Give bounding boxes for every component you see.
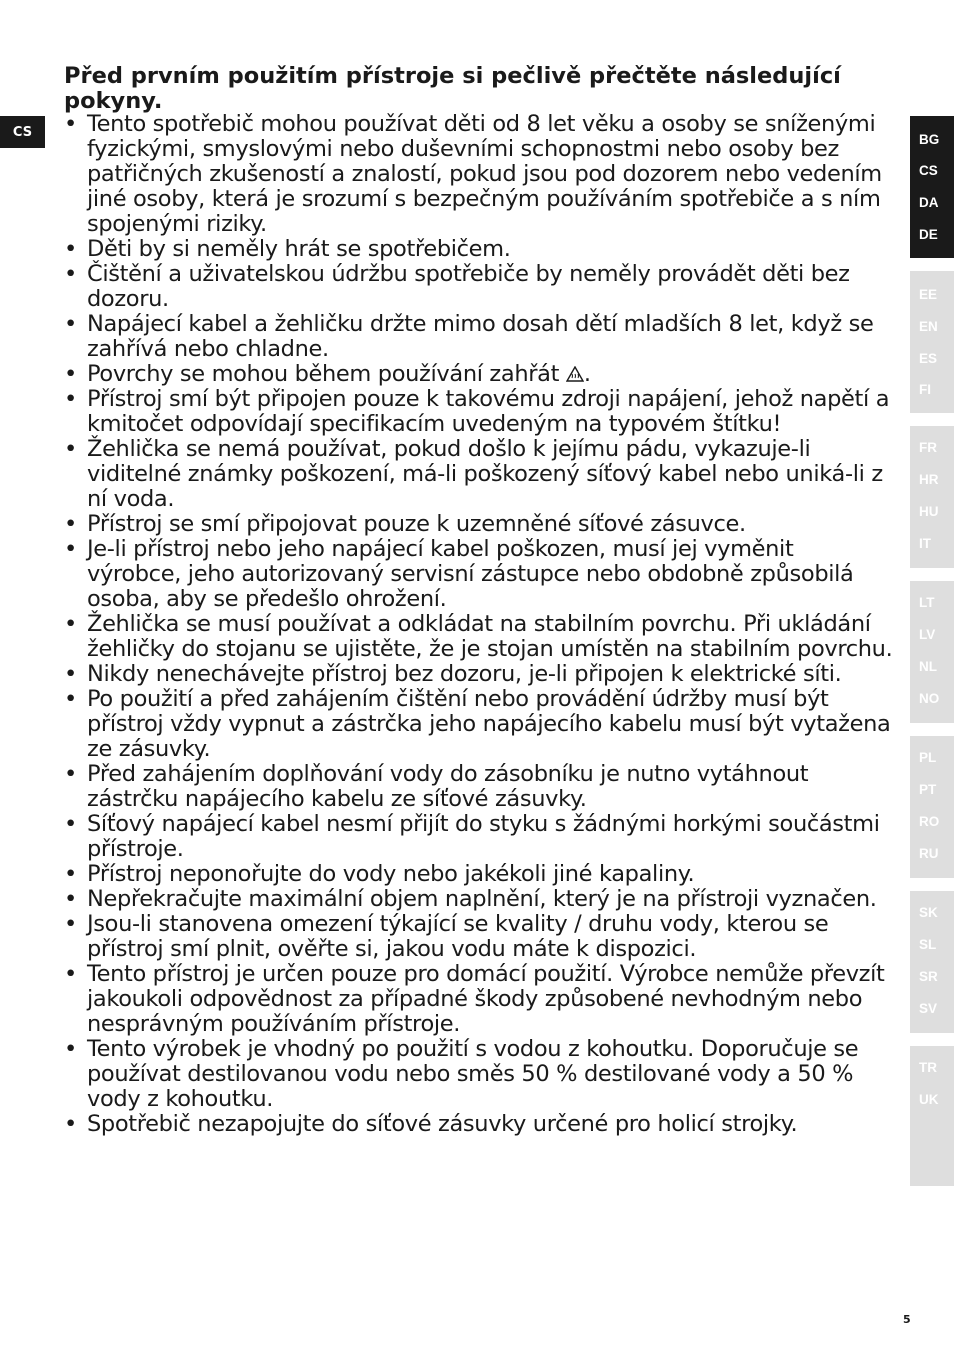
list-item bbox=[64, 262, 894, 312]
list-item bbox=[64, 312, 894, 362]
list-item bbox=[64, 237, 894, 262]
list-item bbox=[64, 612, 894, 662]
language-code-sr[interactable]: SR bbox=[919, 969, 938, 984]
bullet: • bbox=[64, 361, 77, 387]
language-code-nl[interactable]: NL bbox=[919, 659, 937, 674]
bullet: • bbox=[64, 236, 77, 262]
current-language-badge: CS bbox=[0, 116, 45, 148]
bullet: • bbox=[64, 111, 77, 137]
bullet: • bbox=[64, 861, 77, 887]
list-item bbox=[64, 512, 894, 537]
list-item bbox=[64, 1037, 894, 1112]
language-group-1 bbox=[910, 116, 954, 258]
item-text: Děti by si neměly hrát se spotřebičem. bbox=[87, 236, 511, 262]
list-item bbox=[64, 1112, 894, 1137]
item-text: Nikdy nenechávejte přístroj bez dozoru, je-li připojen k elektrické síti. bbox=[87, 661, 842, 687]
item-text: Spotřebič nezapojujte do síťové zásuvky určené pro holicí strojky. bbox=[87, 1111, 798, 1137]
language-code-fi[interactable]: FI bbox=[919, 382, 931, 397]
item-text: Žehlička se nemá používat, pokud došlo k jejímu pádu, vykazuje-li viditelné známky poškození, má-li poškozený síťový kabel nebo uniká-li z ní voda. bbox=[87, 436, 883, 512]
list-item bbox=[64, 387, 894, 437]
language-code-cs[interactable]: CS bbox=[919, 163, 938, 178]
bullet: • bbox=[64, 611, 77, 637]
bullet: • bbox=[64, 1111, 77, 1137]
safety-instructions-list bbox=[64, 112, 894, 1137]
language-code-en[interactable]: EN bbox=[919, 319, 938, 334]
bullet: • bbox=[64, 811, 77, 837]
bullet: • bbox=[64, 661, 77, 687]
item-text: Je-li přístroj nebo jeho napájecí kabel poškozen, musí jej vyměnit výrobce, jeho autorizovaný servisní zástupce nebo obdobně způsobilá osoba, aby se předešlo ohrožení. bbox=[87, 536, 854, 612]
item-text: Tento výrobek je vhodný po použití s vodou z kohoutku. Doporučuje se používat destilovanou vodu nebo směs 50 % destilované vody a 50 % vody z kohoutku. bbox=[87, 1036, 859, 1112]
language-code-sv[interactable]: SV bbox=[919, 1001, 938, 1016]
item-text: Přístroj neponořujte do vody nebo jakékoli jiné kapaliny. bbox=[87, 861, 695, 887]
language-group-5 bbox=[910, 736, 954, 878]
language-code-lv[interactable]: LV bbox=[919, 627, 936, 642]
language-code-fr[interactable]: FR bbox=[919, 440, 937, 455]
bullet: • bbox=[64, 886, 77, 912]
list-item bbox=[64, 537, 894, 612]
list-item bbox=[64, 887, 894, 912]
language-code-pl[interactable]: PL bbox=[919, 750, 937, 765]
bullet: • bbox=[64, 261, 77, 287]
language-code-pt[interactable]: PT bbox=[919, 782, 937, 797]
item-text: Tento spotřebič mohou používat děti od 8 let věku a osoby se sníženými fyzickými, smyslovými nebo duševními schopnostmi nebo osoby bez patřičných zkušeností a znalostí, pokud jsou pod dozorem nebo vedením jiné osoby, která je srozumí s bezpečným používáním spotřebiče a s ním spojenými riziky. bbox=[87, 111, 882, 237]
bullet: • bbox=[64, 686, 77, 712]
item-text: Napájecí kabel a žehličku držte mimo dosah dětí mladších 8 let, když se zahřívá nebo chladne. bbox=[87, 311, 874, 362]
language-code-it[interactable]: IT bbox=[919, 536, 931, 551]
item-text: Po použití a před zahájením čištění nebo provádění údržby musí být přístroj vždy vypnut a zástrčka jeho napájecího kabelu musí být vytažena ze zásuvky. bbox=[87, 686, 891, 762]
bullet: • bbox=[64, 536, 77, 562]
bullet: • bbox=[64, 961, 77, 987]
list-item bbox=[64, 862, 894, 887]
instructions-heading: Před prvním použitím přístroje si pečlivě přečtěte následující pokyny. bbox=[64, 63, 841, 114]
list-item bbox=[64, 437, 894, 512]
item-text: Tento přístroj je určen pouze pro domácí použití. Výrobce nemůže převzít jakoukoli odpovědnost za případné škody způsobené nevhodným nebo nesprávným používáním přístroje. bbox=[87, 961, 885, 1037]
bullet: • bbox=[64, 911, 77, 937]
language-code-hr[interactable]: HR bbox=[919, 472, 939, 487]
item-text: Povrchy se mohou během používání zahřát bbox=[87, 361, 560, 387]
language-code-da[interactable]: DA bbox=[919, 195, 939, 210]
language-group-4 bbox=[910, 581, 954, 723]
language-group-3 bbox=[910, 426, 954, 568]
item-text: Žehlička se musí používat a odkládat na stabilním povrchu. Při ukládání žehličky do stojanu se ujistěte, že je stojan umístěn na stabilním povrchu. bbox=[87, 611, 893, 662]
language-group-7 bbox=[910, 1046, 954, 1186]
language-code-tr[interactable]: TR bbox=[919, 1060, 937, 1075]
item-text: Přístroj smí být připojen pouze k takovému zdroji napájení, jehož napětí a kmitočet odpovídají specifikacím uvedeným na typovém štítku! bbox=[87, 386, 890, 437]
bullet: • bbox=[64, 761, 77, 787]
item-text: Před zahájením doplňování vody do zásobníku je nutno vytáhnout zástrčku napájecího kabelu ze síťové zásuvky. bbox=[87, 761, 809, 812]
list-item bbox=[64, 362, 894, 387]
list-item bbox=[64, 912, 894, 962]
language-code-hu[interactable]: HU bbox=[919, 504, 939, 519]
item-text: Síťový napájecí kabel nesmí přijít do styku s žádnými horkými součástmi přístroje. bbox=[87, 811, 880, 862]
bullet: • bbox=[64, 436, 77, 462]
item-text: Jsou-li stanovena omezení týkající se kvality / druhu vody, kterou se přístroj smí plnit, ověřte si, jakou vodu máte k dispozici. bbox=[87, 911, 829, 962]
list-item bbox=[64, 112, 894, 237]
item-text-suffix: . bbox=[583, 361, 591, 387]
page-number: 5 bbox=[903, 1313, 911, 1326]
language-code-ee[interactable]: EE bbox=[919, 287, 938, 302]
language-group-2 bbox=[910, 271, 954, 413]
bullet: • bbox=[64, 386, 77, 412]
item-text: Přístroj se smí připojovat pouze k uzemněné síťové zásuvce. bbox=[87, 511, 746, 537]
list-item bbox=[64, 662, 894, 687]
list-item bbox=[64, 762, 894, 812]
bullet: • bbox=[64, 1036, 77, 1062]
language-code-ro[interactable]: RO bbox=[919, 814, 940, 829]
hot-surface-warning-icon bbox=[566, 366, 584, 382]
list-item bbox=[64, 812, 894, 862]
language-code-de[interactable]: DE bbox=[919, 227, 938, 242]
list-item bbox=[64, 962, 894, 1037]
item-text: Nepřekračujte maximální objem naplnění, který je na přístroji vyznačen. bbox=[87, 886, 877, 912]
language-code-uk[interactable]: UK bbox=[919, 1092, 939, 1107]
bullet: • bbox=[64, 511, 77, 537]
language-code-no[interactable]: NO bbox=[919, 691, 940, 706]
language-code-sk[interactable]: SK bbox=[919, 905, 938, 920]
item-text: Čištění a uživatelskou údržbu spotřebiče by neměly provádět děti bez dozoru. bbox=[87, 261, 850, 312]
language-code-bg[interactable]: BG bbox=[919, 132, 940, 147]
list-item bbox=[64, 687, 894, 762]
language-code-sl[interactable]: SL bbox=[919, 937, 937, 952]
language-group-6 bbox=[910, 891, 954, 1033]
language-code-ru[interactable]: RU bbox=[919, 846, 939, 861]
bullet: • bbox=[64, 311, 77, 337]
language-code-lt[interactable]: LT bbox=[919, 595, 935, 610]
language-code-es[interactable]: ES bbox=[919, 351, 938, 366]
